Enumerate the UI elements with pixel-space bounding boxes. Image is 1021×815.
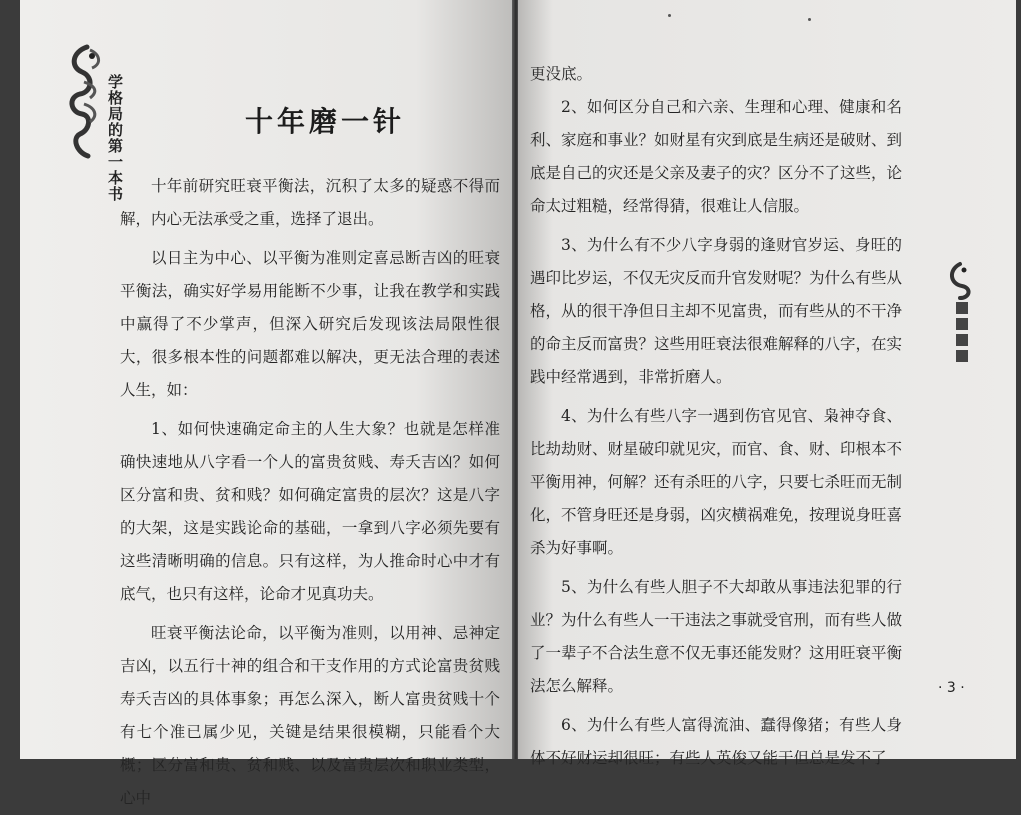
paragraph: 5、为什么有些人胆子不大却敢从事违法犯罪的行业？为什么有些人一干违法之事就受官刑，而有些人做了一辈子不合法生意不仅无事还能发财？这用旺衰平衡法怎么解释。 xyxy=(530,578,903,695)
paragraph: 3、为什么有不少八字身弱的逢财官岁运、身旺的遇印比岁运，不仅无灾反而升官发财呢？为什么有些从格，从的很干净但日主却不见富贵，而有些从的不干净的命主反而富贵？这些用旺衰法很难解释的八字，在实践中经常遇到，非常折磨人。 xyxy=(530,236,903,386)
speck xyxy=(808,18,811,21)
right-page xyxy=(518,0,1016,767)
paragraph: 更没底。 xyxy=(530,65,593,83)
paragraph: 十年前研究旺衰平衡法，沉积了太多的疑惑不得而解，内心无法承受之重，选择了退出。 xyxy=(120,177,500,228)
paragraph: 1、如何快速确定命主的人生大象？也就是怎样准确快速地从八字看一个人的富贵贫贱、寿夭吉凶？如何区分富和贵、贫和贱？如何确定富贵的层次？这是八字的大架，这是实践论命的基础，一拿到八字必须先要有这些清晰明确的信息。只有这样，为人推命时心中才有底气，也只有这样，论命才见真功夫。 xyxy=(120,420,500,603)
paragraph: 2、如何区分自己和六亲、生理和心理、健康和名利、家庭和事业？如财星有灾到底是生病还是破财、到底是自己的灾还是父亲及妻子的灾？区分不了这些，论命太过粗糙，经常得猜，很难让人信服。 xyxy=(530,98,903,215)
book-series-title: 学格局的第一本书 xyxy=(106,74,124,202)
speck xyxy=(668,14,671,17)
side-ornament-icon xyxy=(946,258,994,368)
page-number: · 3 · xyxy=(938,680,965,696)
paragraph: 旺衰平衡法论命，以平衡为准则，以用神、忌神定吉凶，以五行十神的组合和干支作用的方式论富贵贫贱寿夭吉凶的具体事象；再怎么深入，断人富贵贫贱十个有七个准已属少见，关键是结果很模糊，只能看个大概；区分富和贵、贫和贱、以及富贵层次和职业类型，心中 xyxy=(120,624,500,807)
left-page-body xyxy=(120,170,500,815)
right-page-body xyxy=(530,58,902,775)
chapter-title: 十年磨一针 xyxy=(244,105,405,138)
left-page xyxy=(20,0,515,807)
paragraph: 以日主为中心、以平衡为准则定喜忌断吉凶的旺衰平衡法，确实好学易用能断不少事，让我在教学和实践中赢得了不少掌声，但深入研究后发现该法局限性很大，很多根本性的问题都难以解决，更无法合理的表述人生，如： xyxy=(120,249,500,399)
paragraph: 4、为什么有些八字一遇到伤官见官、枭神夺食、比劫劫财、财星破印就见灾，而官、食、财、印根本不平衡用神，何解？还有杀旺的八字，只要七杀旺而无制化，不管身旺还是身弱，凶灾横祸难免，按理说身旺喜杀为好事啊。 xyxy=(530,407,903,557)
paragraph: 6、为什么有些人富得流油、蠢得像猪；有些人身体不好财运却很旺；有些人英俊又能干但总是发不了 xyxy=(530,716,902,767)
